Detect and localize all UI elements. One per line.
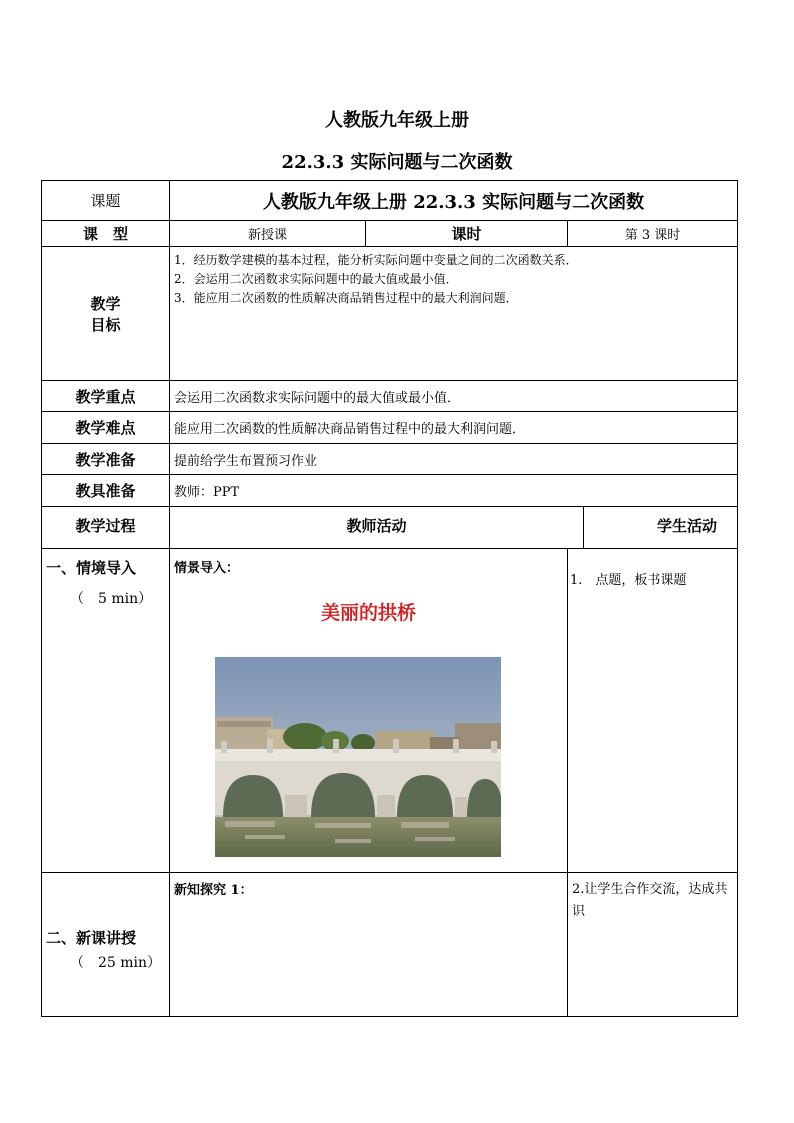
preparation-value: 提前给学生布置预习作业 — [170, 444, 738, 475]
stage1-student-cell — [568, 549, 738, 873]
type-value: 新授课 — [170, 221, 366, 247]
stage1-teacher-cell — [170, 549, 568, 873]
document-subtitle: 22.3.3 实际问题与二次函数 — [281, 152, 513, 173]
stage1-time: （ 5 min） — [70, 591, 153, 607]
tools-value: 教师：PPT — [170, 475, 738, 507]
stage1-teacher-heading: 情景导入： — [174, 561, 240, 576]
process-label: 教学过程 — [42, 507, 170, 549]
arch-bridge-photo — [215, 657, 501, 857]
stage2-time: （ 25 min） — [70, 955, 162, 971]
topic-value: 人教版九年级上册 22.3.3 实际问题与二次函数 — [170, 181, 738, 221]
difficult-point-label: 教学难点 — [42, 412, 170, 444]
goal-item: 3．能应用二次函数的性质解决商品销售过程中的最大利润问题． — [174, 291, 518, 305]
goals-label-line2: 目标 — [90, 315, 121, 334]
type-label: 课 型 — [42, 221, 170, 247]
tools-label: 教具准备 — [42, 475, 170, 507]
period-value: 第 3 课时 — [568, 221, 738, 247]
goals-value — [170, 247, 738, 381]
goals-label-line1: 教学 — [90, 294, 121, 313]
stage2-cell — [42, 873, 170, 1017]
stage2-student-activity: 2.让学生合作交流，达成共识 — [572, 882, 728, 919]
goal-item: 2．会运用二次函数求实际问题中的最大值或最小值． — [174, 272, 458, 286]
stage2-student-cell — [568, 873, 738, 1017]
teacher-activity-header: 教师活动 — [170, 507, 584, 549]
stage1-cell — [42, 549, 170, 873]
slide-title: 美丽的拱桥 — [320, 602, 416, 624]
key-point-label: 教学重点 — [42, 381, 170, 412]
stage2-title: 二、新课讲授 — [46, 929, 137, 947]
stage2-teacher-heading: 新知探究 1： — [174, 883, 253, 898]
key-point-value: 会运用二次函数求实际问题中的最大值或最小值． — [170, 381, 738, 412]
stage2-teacher-cell — [170, 873, 568, 1017]
goal-item: 1．经历数学建模的基本过程，能分析实际问题中变量之间的二次函数关系． — [174, 253, 578, 267]
stage1-title: 一、情境导入 — [46, 559, 137, 577]
topic-label: 课题 — [42, 181, 170, 221]
document-title: 人教版九年级上册 — [325, 110, 469, 131]
difficult-point-value: 能应用二次函数的性质解决商品销售过程中的最大利润问题． — [170, 412, 738, 444]
student-activity-header: 学生活动 — [584, 507, 738, 549]
lesson-plan-table — [41, 180, 738, 1017]
goals-label — [42, 247, 170, 381]
period-label: 课时 — [366, 221, 568, 247]
stage1-student-activity: 1. 点题，板书课题 — [570, 573, 687, 588]
preparation-label: 教学准备 — [42, 444, 170, 475]
